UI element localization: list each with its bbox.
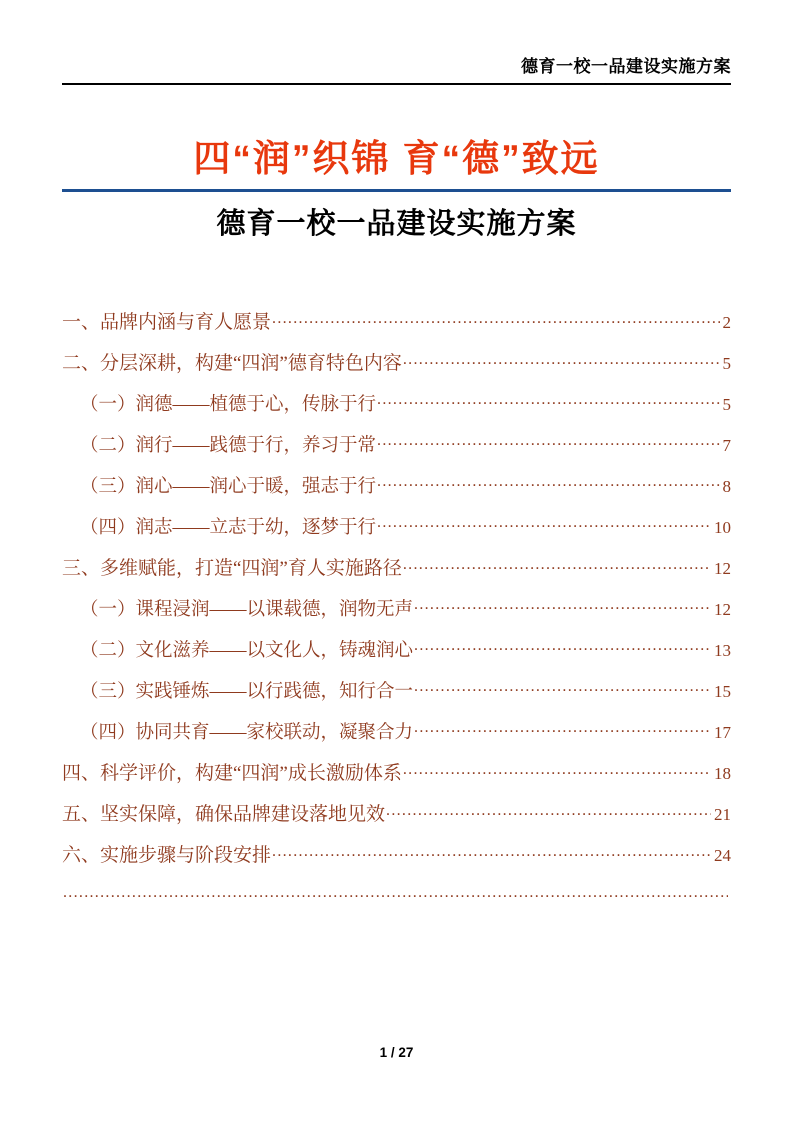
toc-entry[interactable] <box>62 669 731 710</box>
toc-entry[interactable] <box>62 628 731 669</box>
toc-entry-label: （一）课程浸润——以课载德，润物无声 <box>80 599 414 620</box>
toc-entry-label: （四）协同共育——家校联动，凝聚合力 <box>80 722 414 743</box>
toc-leader-dots <box>272 842 711 861</box>
toc-entry-page: 7 <box>722 435 731 455</box>
toc-entry[interactable] <box>62 505 731 546</box>
toc-entry[interactable] <box>62 710 731 751</box>
toc-leader-dots <box>377 391 719 410</box>
toc-entry[interactable] <box>62 341 731 382</box>
toc-entry-label: 一、品牌内涵与育人愿景 <box>62 312 272 334</box>
toc-entry[interactable] <box>62 423 731 464</box>
toc-leader-dots <box>272 309 719 328</box>
toc-entry-page: 8 <box>722 476 731 496</box>
toc-entry-page: 15 <box>714 681 731 701</box>
toc-entry-page: 5 <box>722 354 731 374</box>
toc-entry[interactable] <box>62 464 731 505</box>
page-footer <box>0 1045 793 1060</box>
toc-entry-label: 五、坚实保障，确保品牌建设落地见效 <box>62 804 386 826</box>
toc-leader-dots <box>377 432 719 451</box>
page-indicator: 1 / 27 <box>379 1045 414 1060</box>
toc-entry-label: 三、多维赋能，打造“四润”育人实施路径 <box>62 558 402 580</box>
toc-entry-page: 12 <box>714 559 731 579</box>
toc-entry-label: （三）润心——润心于暖，强志于行 <box>80 476 377 497</box>
title-block <box>62 85 731 244</box>
toc-leader-dots <box>377 514 711 533</box>
toc-entry-page: 10 <box>714 517 731 537</box>
toc-leader-dots <box>414 678 711 697</box>
toc-entry-label: （一）润德——植德于心，传脉于行 <box>80 394 377 415</box>
toc-entry-label: （四）润志——立志于幼，逐梦于行 <box>80 517 377 538</box>
toc-entry-page: 17 <box>714 722 731 742</box>
toc-entry-label: 六、实施步骤与阶段安排 <box>62 845 272 867</box>
toc-leader-dots <box>377 473 719 492</box>
main-title: 四“润”织锦 育“德”致远 <box>193 138 600 179</box>
toc-entry-page: 18 <box>714 764 731 784</box>
toc-leader-dots <box>403 760 711 779</box>
toc-entry[interactable] <box>62 300 731 341</box>
toc-entry-label: （二）文化滋养——以文化人，铸魂润心 <box>80 640 414 661</box>
toc-entry-page: 2 <box>722 313 731 333</box>
toc-entry-page: 5 <box>722 394 731 414</box>
toc-leader-dots <box>414 719 711 738</box>
toc-entry[interactable] <box>62 546 731 587</box>
toc-entry[interactable] <box>62 833 731 874</box>
toc-leader-dots <box>414 637 711 656</box>
toc-leader-dots <box>414 596 711 615</box>
toc-entry[interactable] <box>62 751 731 792</box>
toc-entry-label: 二、分层深耕，构建“四润”德育特色内容 <box>62 353 402 375</box>
toc-entry-label: 四、科学评价，构建“四润”成长激励体系 <box>62 763 402 785</box>
table-of-contents <box>62 300 731 911</box>
running-title: 德育一校一品建设实施方案 <box>521 57 731 76</box>
toc-entry-page: 21 <box>714 805 731 825</box>
toc-entry[interactable] <box>62 874 731 911</box>
title-divider <box>62 189 731 192</box>
toc-entry-page: 13 <box>714 640 731 660</box>
toc-entry-label: （三）实践锤炼——以行践德，知行合一 <box>80 681 414 702</box>
toc-leader-dots <box>403 555 711 574</box>
toc-entry-label: （二）润行——践德于行，养习于常 <box>80 435 377 456</box>
toc-entry-page: 12 <box>714 599 731 619</box>
toc-entry[interactable] <box>62 792 731 833</box>
toc-leader-dots <box>63 883 728 902</box>
page-header <box>62 0 731 85</box>
sub-title: 德育一校一品建设实施方案 <box>216 208 577 241</box>
toc-leader-dots <box>386 801 711 820</box>
toc-entry[interactable] <box>62 587 731 628</box>
toc-entry-page: 24 <box>714 846 731 866</box>
toc-leader-dots <box>403 350 720 369</box>
toc-entry[interactable] <box>62 382 731 423</box>
